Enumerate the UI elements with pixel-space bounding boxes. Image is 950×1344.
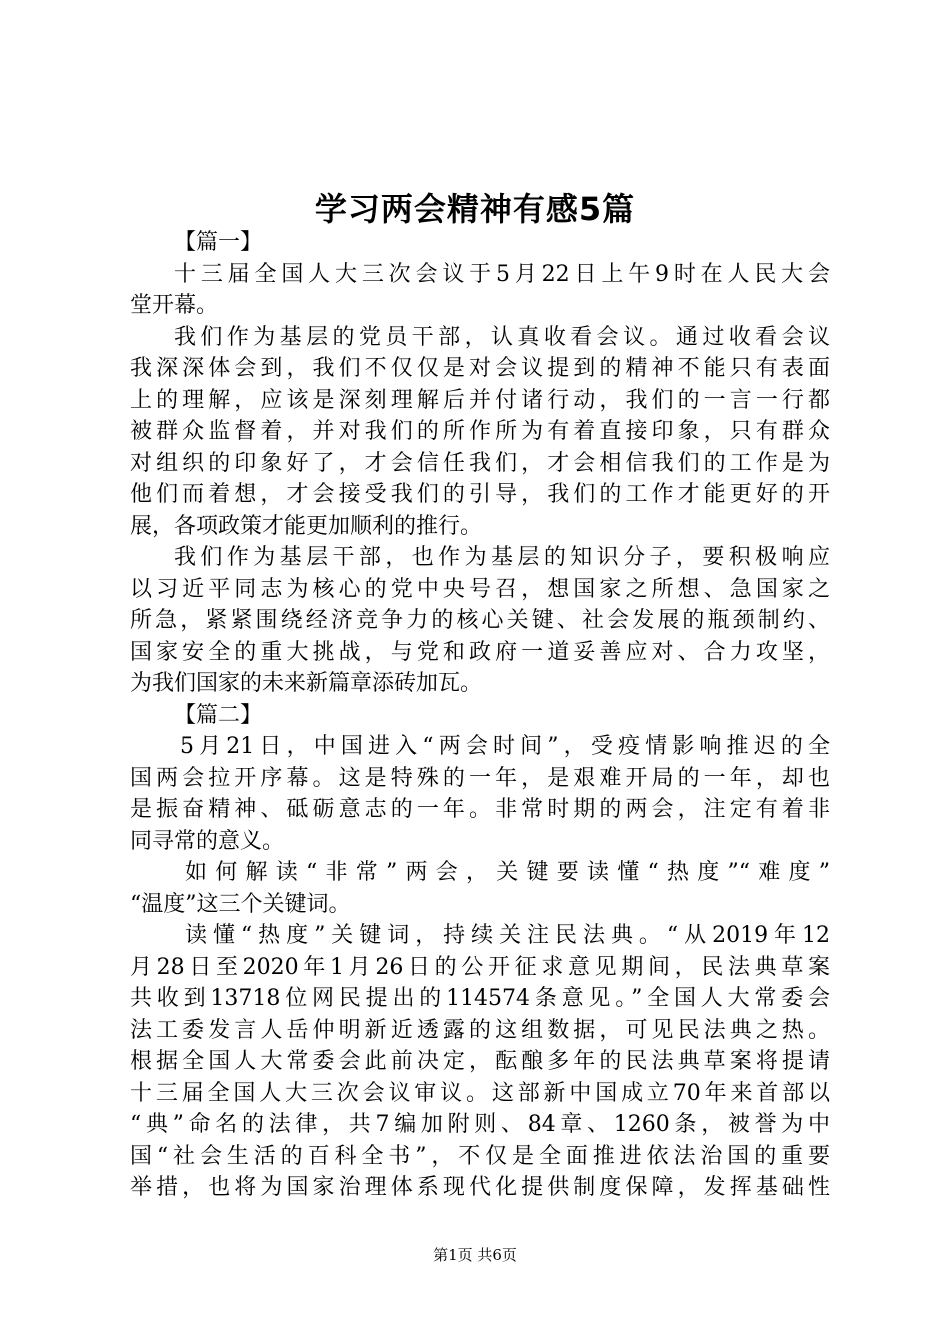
text-line: 上的理解，应该是深刻理解后并付诸行动，我们的一言一行都: [130, 387, 830, 413]
document-body: [130, 227, 830, 1204]
text-line: 5月21日，中国进入“两会时间”，受疫情影响推迟的全: [180, 734, 830, 759]
text-line: 国“社会生活的百科全书”，不仅是全面推进依法治国的重要: [130, 1143, 830, 1169]
page-number-footer: 第1页 共6页: [433, 1246, 517, 1264]
text-line: 月28日至2020年1月26日的公开征求意见期间，民法典草案: [130, 954, 830, 980]
text-line: 我们作为基层的党员干部，认真收看会议。通过收看会议: [174, 324, 830, 350]
text-line: 国家安全的重大挑战，与党和政府一道妥善应对、合力攻坚，: [130, 639, 830, 665]
text-line: 他们而着想，才会接受我们的引导，我们的工作才能更好的开: [130, 482, 830, 507]
section-heading-2: 【篇二】: [174, 702, 263, 728]
text-line: 同寻常的意义。: [130, 828, 285, 854]
document-title: 学习两会精神有感5篇: [314, 190, 636, 228]
text-line: 十三届全国人大三次会议审议。这部新中国成立70年来首部以: [130, 1080, 830, 1106]
text-line: 国两会拉开序幕。这是特殊的一年，是艰难开局的一年，却也: [130, 765, 830, 791]
text-line: 我深深体会到，我们不仅仅是对会议提到的精神不能只有表面: [130, 356, 830, 381]
text-line: “温度”这三个关键词。: [130, 891, 351, 917]
text-line: 被群众监督着，并对我们的所作所为有着直接印象，只有群众: [130, 419, 830, 444]
text-line: 堂开幕。: [130, 293, 219, 318]
text-line: 展，各项政策才能更加顺利的推行。: [130, 513, 483, 539]
text-line: 举措，也将为国家治理体系现代化提供制度保障，发挥基础性: [130, 1175, 830, 1200]
text-line: 根据全国人大常委会此前决定，酝酿多年的民法典草案将提请: [130, 1049, 830, 1074]
text-line: 我们作为基层干部，也作为基层的知识分子，要积极响应: [174, 545, 830, 570]
text-line: 对组织的印象好了，才会信任我们，才会相信我们的工作是为: [130, 450, 830, 476]
section-heading-1: 【篇一】: [174, 230, 263, 255]
text-line: 读懂“热度”关键词，持续关注民法典。“从2019年12: [185, 923, 830, 948]
text-line: 所急，紧紧围绕经济竞争力的核心关键、社会发展的瓶颈制约、: [130, 608, 830, 633]
text-line: 是振奋精神、砥砺意志的一年。非常时期的两会，注定有着非: [130, 797, 830, 822]
text-line: 法工委发言人岳仲明新近透露的这组数据，可见民法典之热。: [130, 1017, 830, 1043]
text-line: 为我们国家的未来新篇章添砖加瓦。: [130, 671, 483, 696]
text-line: 以习近平同志为核心的党中央号召，想国家之所想、急国家之: [130, 576, 830, 602]
text-line: 十三届全国人大三次会议于5月22日上午9时在人民大会: [174, 261, 830, 287]
text-line: 如何解读“非常”两会，关键要读懂“热度”“难度”: [185, 860, 830, 885]
text-line: “典”命名的法律，共7编加附则、84章、1260条，被誉为中: [130, 1112, 830, 1137]
text-line: 共收到13718位网民提出的114574条意见。”全国人大常委会: [130, 986, 830, 1011]
